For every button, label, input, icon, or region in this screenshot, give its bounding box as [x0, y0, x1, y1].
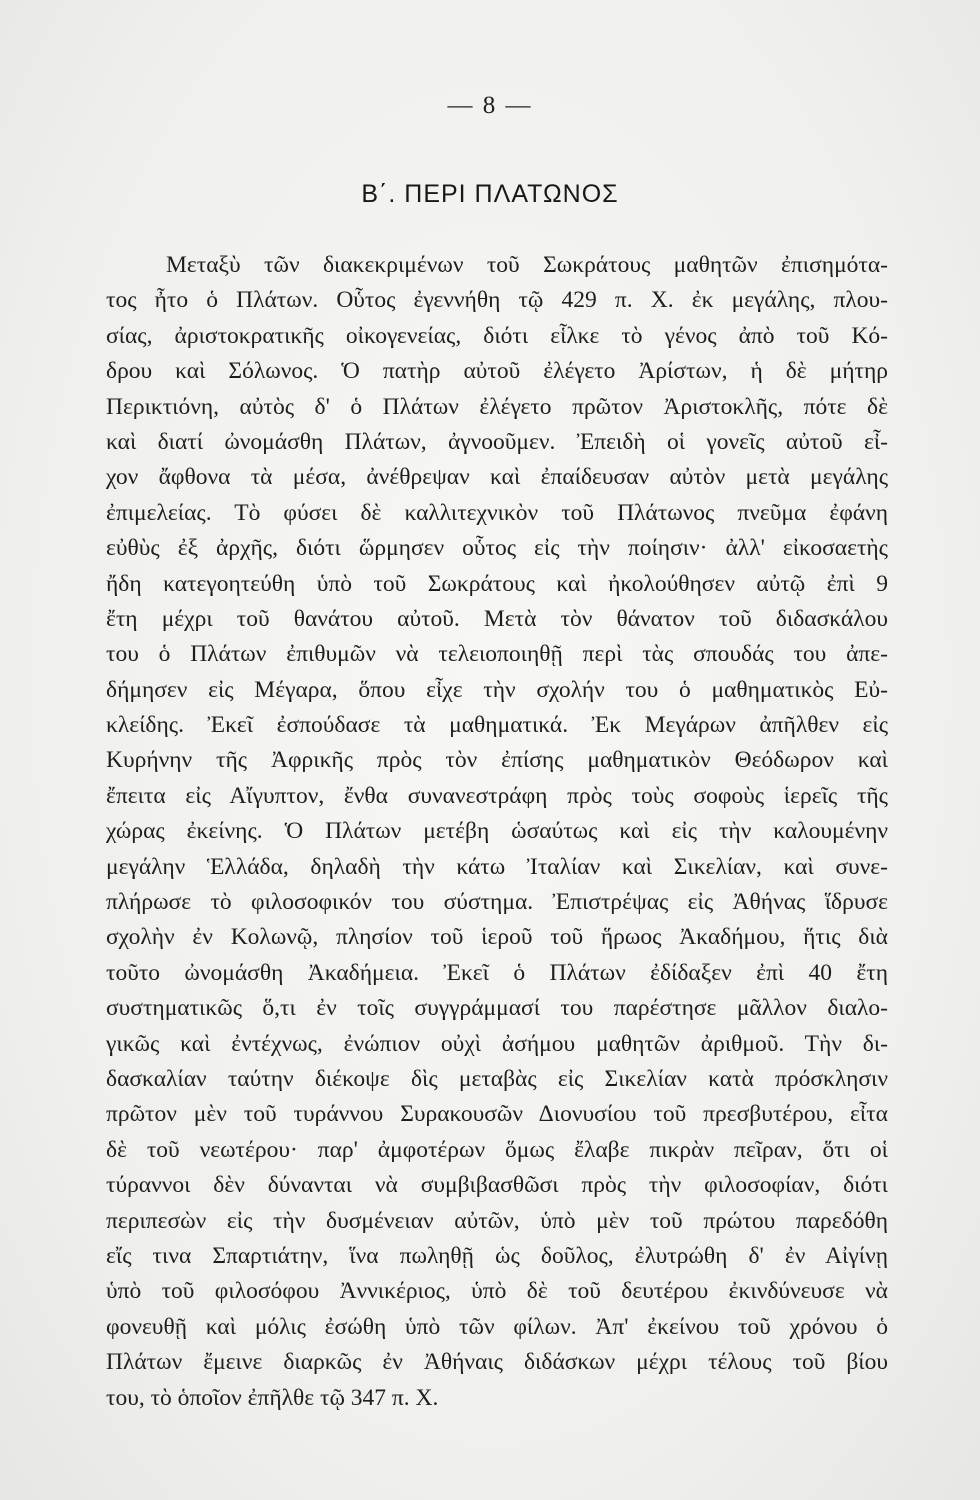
- text-line: ἔτη μέχρι τοῦ θανάτου αὐτοῦ. Μετὰ τὸν θάνατον τοῦ διδασκάλου: [106, 605, 888, 632]
- text-line: μεγάλην Ἑλλάδα, δηλαδὴ τὴν κάτω Ἰταλίαν καὶ Σικελίαν, καὶ συνε-: [106, 853, 888, 880]
- text-line: πλήρωσε τὸ φιλοσοφικόν του σύστημα. Ἐπιστρέψας εἰς Ἀθήνας ἵδρυσε: [106, 889, 888, 916]
- chapter-title: Β΄. ΠΕΡΙ ΠΛΑΤΩΝΟΣ: [361, 180, 619, 208]
- text-line: τύραννοι δὲν δύνανται νὰ συμβιβασθῶσι πρὸς τὴν φιλοσοφίαν, διότι: [106, 1172, 888, 1199]
- text-line: σχολὴν ἐν Κολωνῷ, πλησίον τοῦ ἱεροῦ τοῦ ἥρωος Ἀκαδήμου, ἥτις διὰ: [106, 924, 888, 951]
- text-line: γικῶς καὶ ἐντέχνως, ἐνώπιον οὐχὶ ἀσήμου μαθητῶν ἀριθμοῦ. Τὴν δι-: [106, 1030, 888, 1057]
- text-line: δρου καὶ Σόλωνος. Ὁ πατὴρ αὐτοῦ ἐλέγετο Ἀρίστων, ἡ δὲ μήτηρ: [106, 358, 888, 385]
- text-line: πρῶτον μὲν τοῦ τυράννου Συρακουσῶν Διονυσίου τοῦ πρεσβυτέρου, εἶτα: [106, 1101, 888, 1128]
- text-line: καὶ διατί ὠνομάσθη Πλάτων, ἀγνοοῦμεν. Ἐπειδὴ οἱ γονεῖς αὐτοῦ εἶ-: [106, 428, 888, 455]
- text-line: Πλάτων ἔμεινε διαρκῶς ἐν Ἀθήναις διδάσκων μέχρι τέλους τοῦ βίου: [106, 1349, 888, 1376]
- text-line: δὲ τοῦ νεωτέρου· παρ' ἀμφοτέρων ὅμως ἔλαβε πικρὰν πεῖραν, ὅτι οἱ: [106, 1136, 888, 1163]
- text-line: Κυρήνην τῆς Ἀφρικῆς πρὸς τὸν ἐπίσης μαθηματικὸν Θεόδωρον καὶ: [106, 747, 888, 774]
- text-line: του ὁ Πλάτων ἐπιθυμῶν νὰ τελειοποιηθῇ περὶ τὰς σπουδάς του ἀπε-: [106, 641, 888, 668]
- text-line: σίας, ἀριστοκρατικῆς οἰκογενείας, διότι εἷλκε τὸ γένος ἀπὸ τοῦ Κό-: [106, 322, 888, 349]
- text-line: συστηματικῶς ὅ,τι ἐν τοῖς συγγράμμασί του παρέστησε μᾶλλον διαλο-: [106, 995, 888, 1022]
- text-line: χον ἄφθονα τὰ μέσα, ἀνέθρεψαν καὶ ἐπαίδευσαν αὐτὸν μετὰ μεγάλης: [106, 464, 888, 491]
- text-line: εἴς τινα Σπαρτιάτην, ἵνα πωληθῇ ὡς δοῦλος, ἐλυτρώθη δ' ἐν Αἰγίνῃ: [106, 1242, 888, 1269]
- text-line: δήμησεν εἰς Μέγαρα, ὅπου εἶχε τὴν σχολήν του ὁ μαθηματικὸς Εὐ-: [106, 676, 888, 703]
- text-line: χώρας ἐκείνης. Ὁ Πλάτων μετέβη ὡσαύτως καὶ εἰς τὴν καλουμένην: [106, 818, 888, 845]
- text-line: ἐπιμελείας. Τὸ φύσει δὲ καλλιτεχνικὸν τοῦ Πλάτωνος πνεῦμα ἐφάνη: [106, 499, 888, 526]
- text-line-last: του, τὸ ὁποῖον ἐπῆλθε τῷ 347 π. Χ.: [106, 1384, 439, 1411]
- text-line: ἤδη κατεγοητεύθη ὑπὸ τοῦ Σωκράτους καὶ ἠκολούθησεν αὐτῷ ἐπὶ 9: [106, 570, 888, 597]
- text-line: φονευθῇ καὶ μόλις ἐσώθη ὑπὸ τῶν φίλων. Ἀπ' ἐκείνου τοῦ χρόνου ὁ: [106, 1313, 888, 1340]
- text-line: τοῦτο ὠνομάσθη Ἀκαδήμεια. Ἐκεῖ ὁ Πλάτων ἐδίδαξεν ἐπὶ 40 ἔτη: [106, 959, 888, 986]
- text-line: περιπεσὼν εἰς τὴν δυσμένειαν αὐτῶν, ὑπὸ μὲν τοῦ πρώτου παρεδόθη: [106, 1207, 888, 1234]
- text-line: εὐθὺς ἐξ ἀρχῆς, διότι ὥρμησεν οὗτος εἰς τὴν ποίησιν· ἀλλ' εἰκοσαετὴς: [106, 535, 888, 562]
- text-line: Μεταξὺ τῶν διακεκριμένων τοῦ Σωκράτους μαθητῶν ἐπισημότα-: [166, 252, 888, 278]
- text-line: Περικτιόνη, αὐτὸς δ' ὁ Πλάτων ἐλέγετο πρῶτον Ἀριστοκλῆς, πότε δὲ: [106, 393, 888, 420]
- text-line: δασκαλίαν ταύτην διέκοψε δὶς μεταβὰς εἰς Σικελίαν κατὰ πρόσκλησιν: [106, 1065, 888, 1092]
- text-line: ὑπὸ τοῦ φιλοσόφου Ἀννικέριος, ὑπὸ δὲ τοῦ δευτέρου ἐκινδύνευσε νὰ: [106, 1278, 888, 1305]
- text-line: κλείδης. Ἐκεῖ ἐσπούδασε τὰ μαθηματικά. Ἐκ Μεγάρων ἀπῆλθεν εἰς: [106, 712, 888, 739]
- body-text: [106, 248, 888, 1416]
- text-line: τος ἦτο ὁ Πλάτων. Οὗτος ἐγεννήθη τῷ 429 π. Χ. ἐκ μεγάλης, πλου-: [106, 287, 888, 314]
- text-line: ἔπειτα εἰς Αἴγυπτον, ἔνθα συνανεστράφη πρὸς τοὺς σοφοὺς ἱερεῖς τῆς: [106, 782, 888, 809]
- page-number: — 8 —: [447, 92, 533, 119]
